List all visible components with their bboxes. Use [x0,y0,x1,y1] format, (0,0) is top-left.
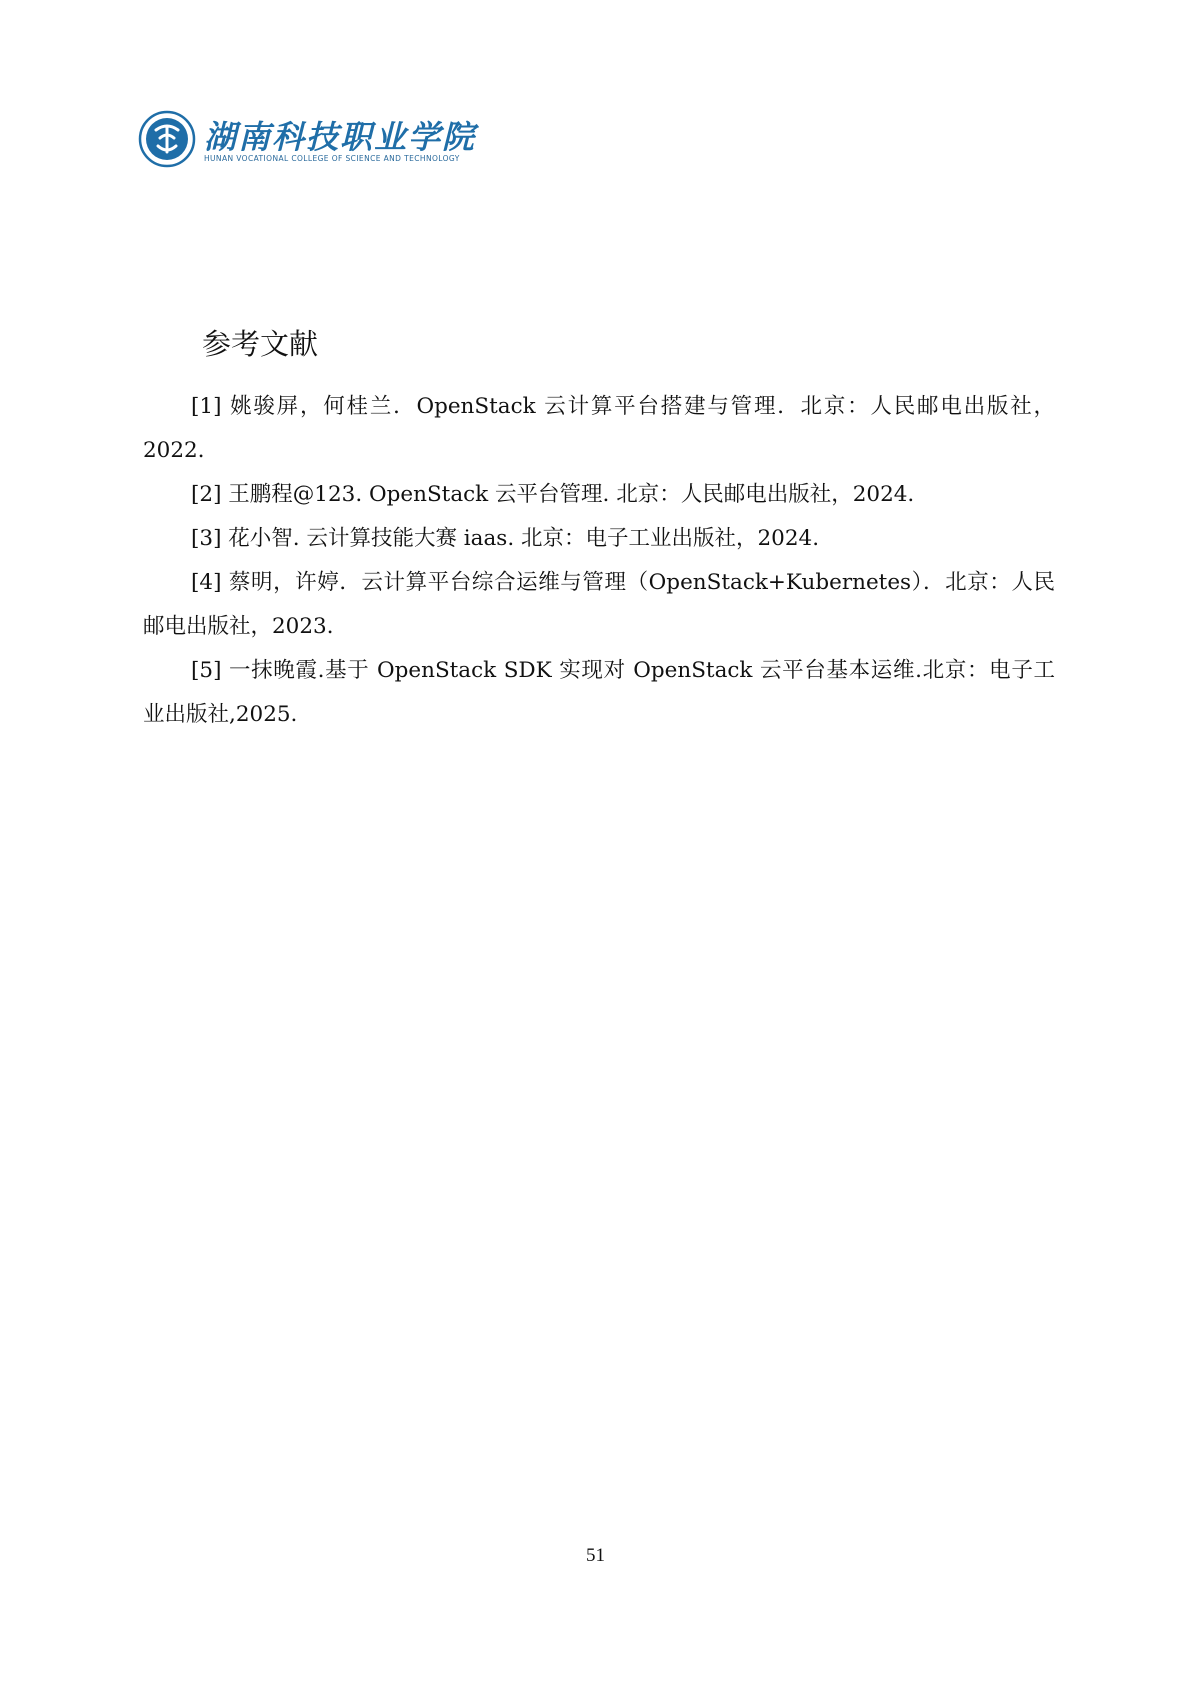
reference-item: [3] 花小智. 云计算技能大赛 iaas. 北京：电子工业出版社，2024. [191,526,820,551]
reference-item: [4] 蔡明，许婷．云计算平台综合运维与管理（OpenStack+Kubernetes）．北京：人民邮电出版社，2023． [143,570,1055,639]
reference-list [143,385,1055,737]
section-title: 参考文献 [202,327,319,361]
logo-name-english: HUNAN VOCATIONAL COLLEGE OF SCIENCE AND TECHNOLOGY [204,154,460,163]
logo-name-chinese: 湖南科技职业学院 [204,118,477,156]
college-seal-icon [138,110,196,168]
reference-item: [2] 王鹏程@123. OpenStack 云平台管理. 北京：人民邮电出版社，2024. [191,482,915,507]
reference-item: [1] 姚骏屏，何桂兰．OpenStack 云计算平台搭建与管理．北京：人民邮电出版社，2022． [143,394,1055,463]
reference-item: [5] 一抹晚霞.基于 OpenStack SDK 实现对 OpenStack 云平台基本运维.北京：电子工业出版社,2025. [143,658,1055,727]
page-number: 51 [586,1545,605,1566]
college-logo [138,110,477,170]
